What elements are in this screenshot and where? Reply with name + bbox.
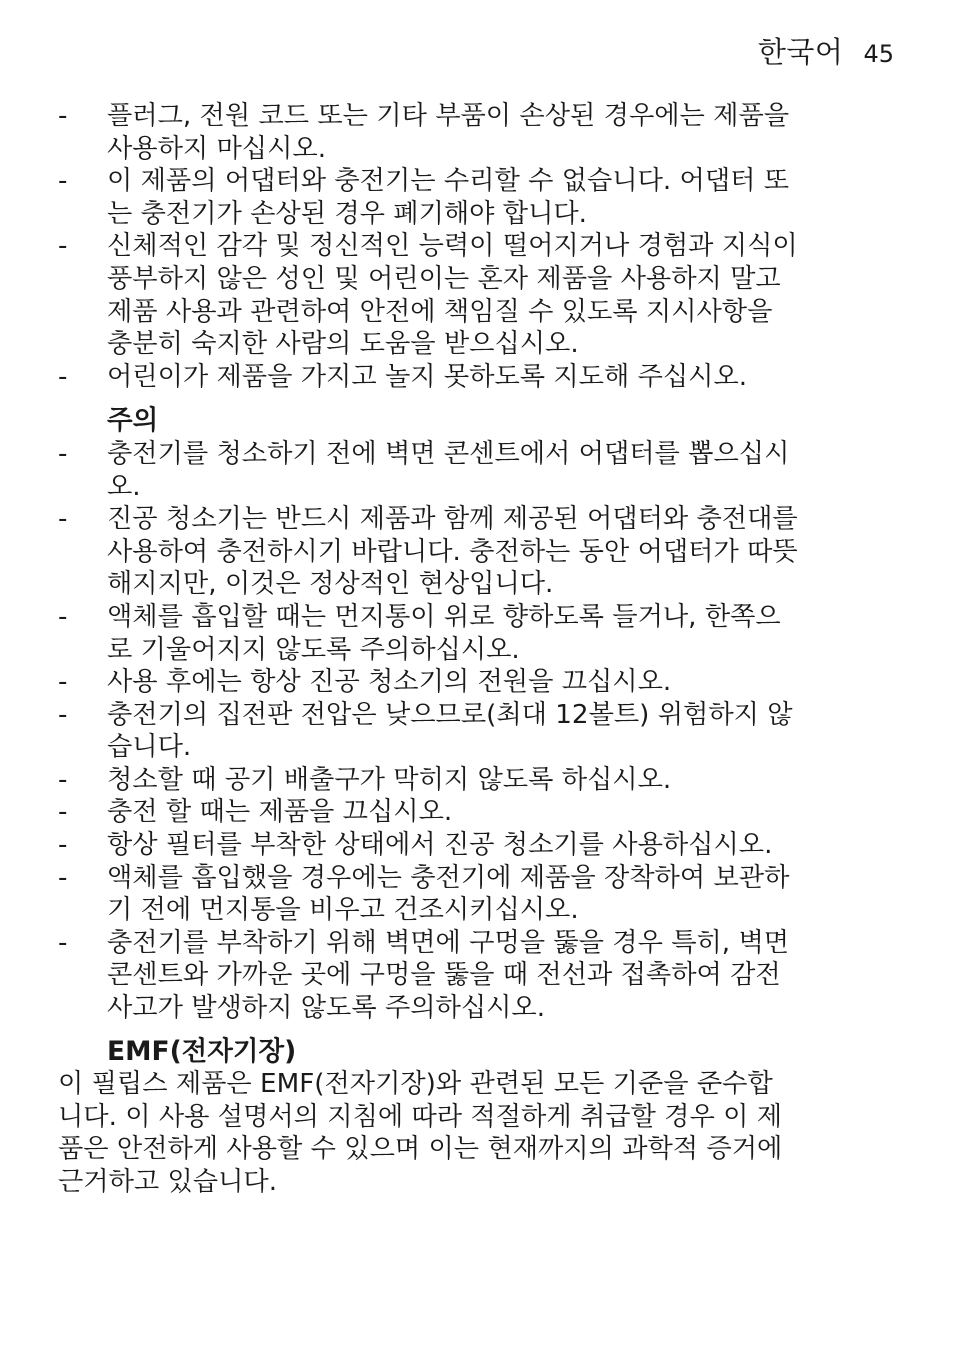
list-item: - 항상 필터를 부착한 상태에서 진공 청소기를 사용하십시오. bbox=[58, 829, 898, 862]
warning-list bbox=[58, 100, 898, 393]
list-item: - 사용 후에는 항상 진공 청소기의 전원을 끄십시오. bbox=[58, 666, 898, 699]
caution-heading: 주의 bbox=[107, 405, 159, 437]
list-item: - 충전 할 때는 제품을 끄십시오. bbox=[58, 796, 898, 829]
emf-heading: EMF(전자기장) bbox=[107, 1035, 297, 1067]
page-number: 45 bbox=[863, 40, 894, 68]
language-title: 한국어 bbox=[757, 35, 844, 69]
list-item: - 청소할 때 공기 배출구가 막히지 않도록 하십시오. bbox=[58, 764, 898, 797]
page-content bbox=[58, 100, 898, 1199]
page-header bbox=[758, 30, 894, 71]
list-item: - 충전기의 집전판 전압은 낮으므로(최대 12볼트) 위험하지 않 습니다. bbox=[58, 699, 898, 764]
list-item: - 어린이가 제품을 가지고 놀지 못하도록 지도해 주십시오. bbox=[58, 361, 898, 394]
list-item: - 신체적인 감각 및 정신적인 능력이 떨어지거나 경험과 지식이 풍부하지 않은 성인 및 어린이는 혼자 제품을 사용하지 말고 제품 사용과 관련하여 안전에 책임질 수 있도록 지시사항을 충분히 숙지한 사람의 도움을 받으십시오. bbox=[58, 230, 898, 360]
caution-list bbox=[58, 438, 898, 1025]
list-item: - 충전기를 청소하기 전에 벽면 콘센트에서 어댑터를 뽑으십시 오. bbox=[58, 438, 898, 503]
list-item: - 진공 청소기는 반드시 제품과 함께 제공된 어댑터와 충전대를 사용하여 충전하시기 바랍니다. 충전하는 동안 어댑터가 따뜻 해지지만, 이것은 정상적인 현상입니다. bbox=[58, 503, 898, 601]
list-item: - 액체를 흡입할 때는 먼지통이 위로 향하도록 들거나, 한쪽으 로 기울어지지 않도록 주의하십시오. bbox=[58, 601, 898, 666]
list-item: - 이 제품의 어댑터와 충전기는 수리할 수 없습니다. 어댑터 또 는 충전기가 손상된 경우 폐기해야 합니다. bbox=[58, 165, 898, 230]
list-item: - 플러그, 전원 코드 또는 기타 부품이 손상된 경우에는 제품을 사용하지 마십시오. bbox=[58, 100, 898, 165]
list-item: - 액체를 흡입했을 경우에는 충전기에 제품을 장착하여 보관하 기 전에 먼지통을 비우고 건조시키십시오. bbox=[58, 862, 898, 927]
list-item: - 충전기를 부착하기 위해 벽면에 구멍을 뚫을 경우 특히, 벽면 콘센트와 가까운 곳에 구멍을 뚫을 때 전선과 접촉하여 감전 사고가 발생하지 않도록 주의하십시오. bbox=[58, 927, 898, 1025]
emf-paragraph: 이 필립스 제품은 EMF(전자기장)와 관련된 모든 기준을 준수합 니다. 이 사용 설명서의 지침에 따라 적절하게 취급할 경우 이 제 품은 안전하게 사용할 수 있으며 이는 현재까지의 과학적 증거에 근거하고 있습니다. bbox=[58, 1069, 783, 1197]
